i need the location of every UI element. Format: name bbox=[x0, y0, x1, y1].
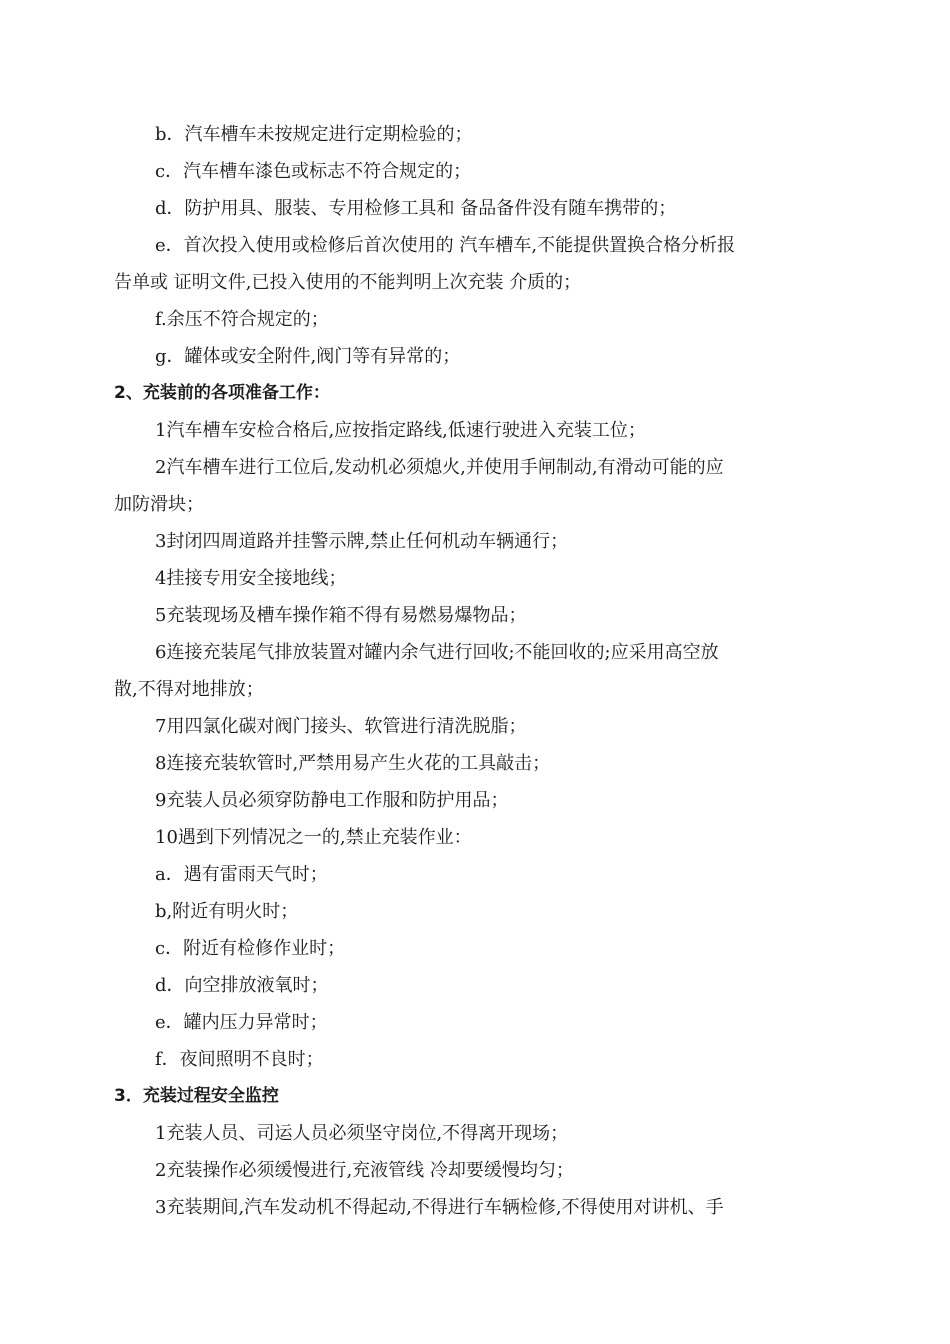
list-item-6-continued: 散,不得对地排放； bbox=[114, 679, 264, 700]
sub-item-e: e．罐内压力异常时； bbox=[155, 1012, 328, 1033]
list-item-e: e．首次投入使用或检修后首次使用的 汽车槽车,不能提供置换合格分析报 bbox=[155, 235, 736, 256]
list-item-g: g．罐体或安全附件,阀门等有异常的； bbox=[155, 346, 461, 367]
list-item-d: d．防护用具、服装、专用检修工具和 备品备件没有随车携带的； bbox=[155, 198, 677, 219]
section-heading-3: 3．充装过程安全监控 bbox=[114, 1086, 279, 1106]
monitor-item-1: 1充装人员、司运人员必须坚守岗位,不得离开现场； bbox=[155, 1123, 569, 1144]
list-item-5: 5充装现场及槽车操作箱不得有易燃易爆物品； bbox=[155, 605, 527, 626]
list-item-3: 3封闭四周道路并挂警示牌,禁止任何机动车辆通行； bbox=[155, 531, 569, 552]
list-item-2-continued: 加防滑块； bbox=[114, 494, 204, 515]
list-item-f: f.余压不符合规定的； bbox=[155, 309, 329, 330]
list-item-e-continued: 告单或 证明文件,已投入使用的不能判明上次充装 介质的； bbox=[114, 272, 582, 293]
list-item-4: 4挂接专用安全接地线； bbox=[155, 568, 347, 589]
sub-item-c: c．附近有检修作业时； bbox=[155, 938, 346, 959]
list-item-6: 6连接充装尾气排放装置对罐内余气进行回收;不能回收的;应采用高空放 bbox=[155, 642, 719, 663]
list-item-1: 1汽车槽车安检合格后,应按指定路线,低速行驶进入充装工位； bbox=[155, 420, 646, 441]
list-item-2: 2汽车槽车进行工位后,发动机必须熄火,并使用手闸制动,有滑动可能的应 bbox=[155, 457, 724, 478]
list-item-c: c．汽车槽车漆色或标志不符合规定的； bbox=[155, 161, 472, 182]
list-item-7: 7用四氯化碳对阀门接头、软管进行清洗脱脂； bbox=[155, 716, 527, 737]
list-item-9: 9充装人员必须穿防静电工作服和防护用品； bbox=[155, 790, 509, 811]
section-heading-2: 2、充装前的各项准备工作： bbox=[114, 383, 330, 403]
list-item-b: b．汽车槽车未按规定进行定期检验的； bbox=[155, 124, 473, 145]
sub-item-d: d．向空排放液氧时； bbox=[155, 975, 329, 996]
monitor-item-2: 2充装操作必须缓慢进行,充液管线 冷却要缓慢均匀； bbox=[155, 1160, 574, 1181]
document-body bbox=[114, 116, 836, 1226]
sub-item-b: b,附近有明火时； bbox=[155, 901, 299, 922]
list-item-10: 10遇到下列情况之一的,禁止充装作业： bbox=[155, 827, 472, 848]
sub-item-a: a．遇有雷雨天气时； bbox=[155, 864, 328, 885]
monitor-item-3: 3充装期间,汽车发动机不得起动,不得进行车辆检修,不得使用对讲机、手 bbox=[155, 1197, 724, 1218]
list-item-8: 8连接充装软管时,严禁用易产生火花的工具敲击； bbox=[155, 753, 551, 774]
sub-item-f: f．夜间照明不良时； bbox=[155, 1049, 324, 1070]
